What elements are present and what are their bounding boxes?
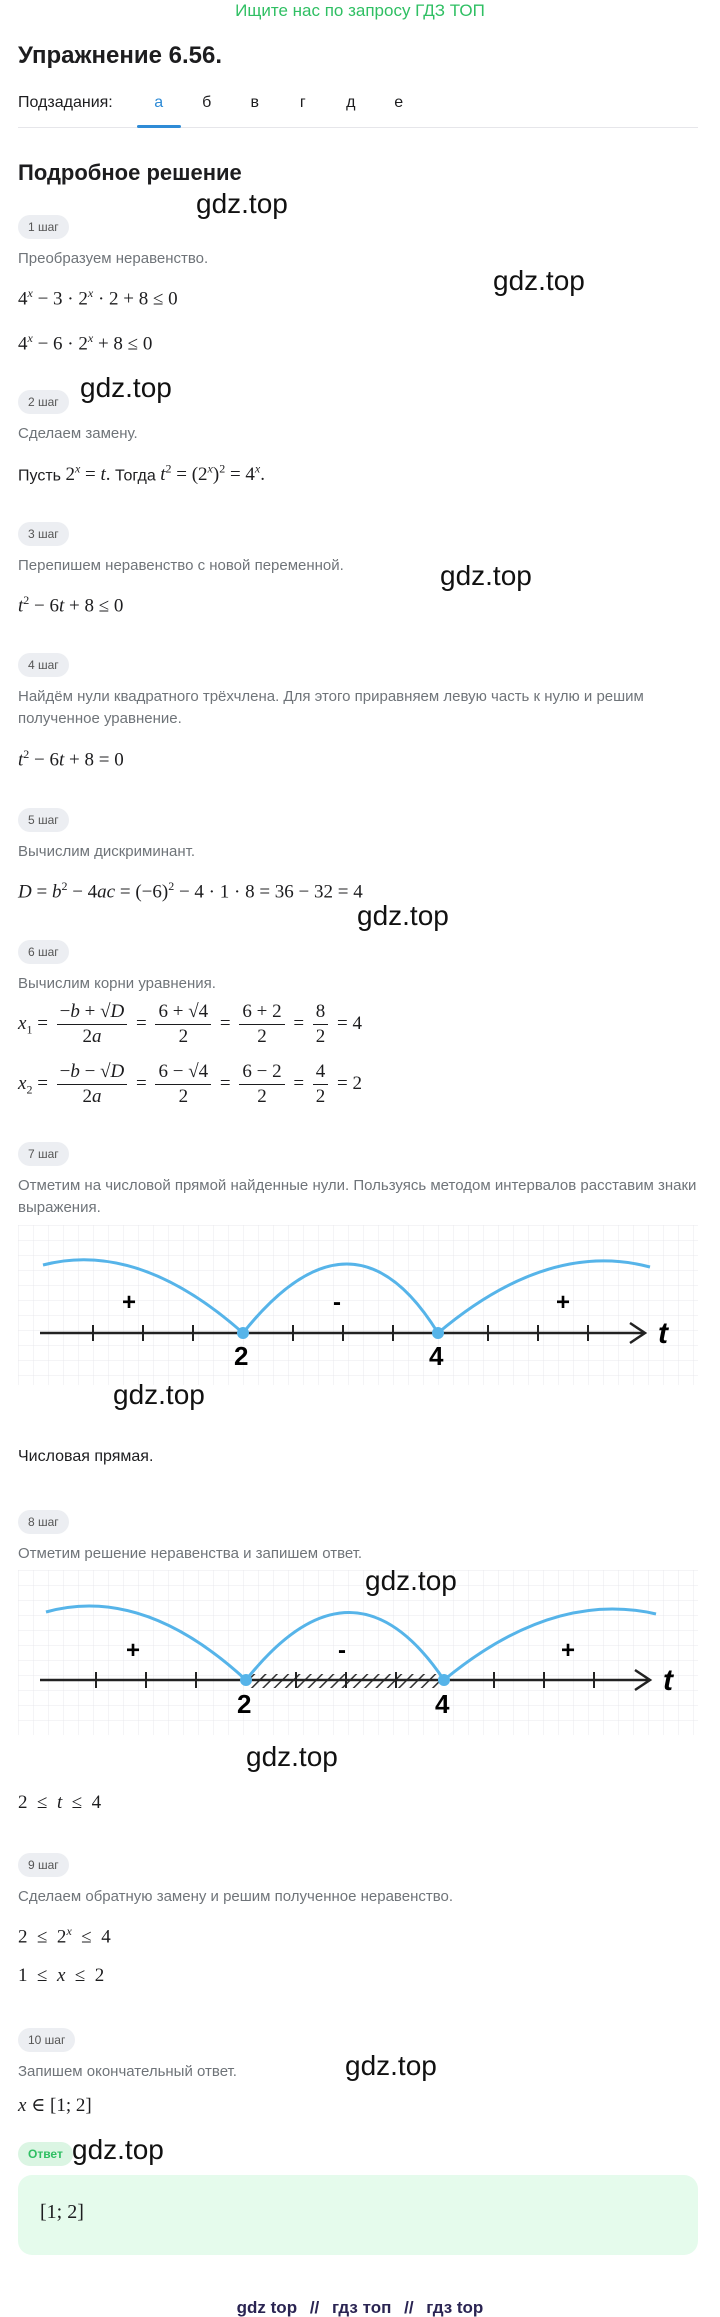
step-desc-1: Преобразуем неравенство. — [18, 250, 209, 267]
math-line: 2 ≤ t ≤ 4 — [18, 1792, 102, 1813]
tab-a[interactable]: а — [135, 92, 183, 114]
label-2: 2 — [237, 1689, 252, 1719]
footer-link-gdz-top[interactable]: gdz top — [236, 2298, 298, 2317]
number-line-diagram-1 — [18, 1225, 698, 1385]
watermark: gdz.top — [440, 560, 532, 591]
footer-separator: // — [309, 2298, 320, 2317]
step-desc-8: Отметим решение неравенства и запишем ответ. — [18, 1545, 363, 1562]
watermark: gdz.top — [246, 1741, 338, 1772]
label-2: 2 — [234, 1341, 249, 1371]
label-4: 4 — [435, 1689, 450, 1719]
footer-link-gdz-top-ru[interactable]: гдз топ — [332, 2298, 392, 2317]
watermark: gdz.top — [345, 2050, 437, 2081]
step-desc-4: Найдём нули квадратного трёхчлена. Для этого приравняем левую часть к нулю и решим полученное уравнение. — [18, 688, 644, 727]
math-line: $D = b^2 - 4ac = (-6)^2 - 4 \cdot 1 \cdot 8 = 36 - 32 = 4$ — [18, 879, 363, 903]
subtasks-label: Подзадания: — [18, 94, 113, 111]
search-banner: Ищите нас по запросу ГДЗ ТОП — [235, 1, 485, 20]
answer-value: [1; 2] — [40, 2201, 84, 2223]
watermark: gdz.top — [80, 372, 172, 403]
math-line: $4^x - 3 \cdot 2^x \cdot 2 + 8 \le 0$ — [18, 286, 178, 310]
number-line-caption: Числовая прямая. — [18, 1448, 154, 1465]
grid-background — [18, 1570, 698, 1735]
step-desc-3: Перепишем неравенство с новой переменной. — [18, 557, 344, 574]
step-desc-5: Вычислим дискриминант. — [18, 843, 195, 860]
step-badge-10: 10 шаг — [18, 2028, 75, 2052]
watermark: gdz.top — [72, 2134, 164, 2165]
sign-middle: - — [333, 1289, 341, 1316]
sign-right: + — [556, 1289, 571, 1316]
step-badge-9: 9 шаг — [18, 1853, 69, 1877]
step-badge-4: 4 шаг — [18, 653, 69, 677]
text-togda: Тогда — [114, 467, 156, 485]
grid-background — [18, 1225, 698, 1385]
math-line: $4^x - 6 \cdot 2^x + 8 \le 0$ — [18, 331, 153, 355]
point-4 — [438, 1674, 450, 1686]
tab-v[interactable]: в — [250, 94, 259, 111]
step-badge-3: 3 шаг — [18, 522, 69, 546]
section-title: Подробное решение — [18, 160, 242, 185]
root-x2: $x_2$ = $\frac{-b - √D}{2a}$ = $\frac{6 - √4}{2}$ = $\frac{6 - 2}{2}$ = $\frac{4}{2}$ = 2 — [18, 1061, 363, 1107]
step-badge-2: 2 шаг — [18, 390, 69, 414]
footer-link-gdz-top-mixed[interactable]: гдз top — [426, 2298, 484, 2317]
axis-var: t — [663, 1664, 673, 1697]
math-line: 2 ≤ 2$^x$ ≤ 4 — [18, 1924, 111, 1948]
sign-left: + — [126, 1637, 141, 1664]
tab-d[interactable]: д — [346, 94, 356, 111]
answer-badge: Ответ — [18, 2142, 73, 2166]
point-4 — [432, 1327, 444, 1339]
step-desc-2: Сделаем замену. — [18, 425, 138, 442]
step-desc-7: Отметим на числовой прямой найденные нули. Пользуясь методом интервалов расставим знаки выражения. — [18, 1177, 697, 1216]
sign-middle: - — [338, 1637, 346, 1664]
watermark: gdz.top — [493, 265, 585, 296]
step-badge-1: 1 шаг — [18, 215, 69, 239]
watermark: gdz.top — [113, 1379, 205, 1410]
watermark: gdz.top — [357, 900, 449, 931]
tab-e[interactable]: е — [394, 94, 404, 111]
math-line: $t^2 - 6t + 8 = 0$ — [18, 747, 124, 771]
math-line: $t^2 - 6t + 8 \le 0$ — [18, 593, 124, 617]
point-2 — [240, 1674, 252, 1686]
text-pusty: Пусть — [18, 467, 61, 485]
step-badge-6: 6 шаг — [18, 940, 69, 964]
point-2 — [237, 1327, 249, 1339]
step-badge-5: 5 шаг — [18, 808, 69, 832]
math-line: x ∈ [1; 2] — [18, 2095, 92, 2116]
axis-var: t — [658, 1317, 668, 1350]
substitution-line: Пусть $2^x = t$. Тогда $t^2 = (2^x)^2 = 4^x$. — [18, 462, 265, 486]
tab-b[interactable]: б — [202, 94, 212, 111]
footer-separator: // — [404, 2298, 414, 2317]
page-title: Упражнение 6.56. — [18, 42, 223, 69]
step-desc-10: Запишем окончательный ответ. — [18, 2063, 237, 2080]
tab-g[interactable]: г — [299, 94, 306, 111]
answer-box — [18, 2175, 698, 2255]
root-x1: $x_1$ = $\frac{-b + √D}{2a}$ = $\frac{6 + √4}{2}$ = $\frac{6 + 2}{2}$ = $\frac{8}{2}$ = 4 — [18, 1001, 363, 1047]
sign-left: + — [122, 1289, 137, 1316]
watermark: gdz.top — [196, 188, 288, 219]
subtasks-nav — [18, 92, 698, 128]
step-desc-9: Сделаем обратную замену и решим полученное неравенство. — [18, 1888, 454, 1905]
watermark: gdz.top — [365, 1565, 457, 1596]
sign-right: + — [561, 1637, 576, 1664]
step-badge-7: 7 шаг — [18, 1142, 69, 1166]
step-badge-8: 8 шаг — [18, 1510, 69, 1534]
math-line: 1 ≤ x ≤ 2 — [18, 1965, 105, 1986]
label-4: 4 — [429, 1341, 444, 1371]
step-desc-6: Вычислим корни уравнения. — [18, 975, 216, 992]
number-line-diagram-2 — [18, 1570, 698, 1735]
footer-links — [0, 2298, 720, 2317]
